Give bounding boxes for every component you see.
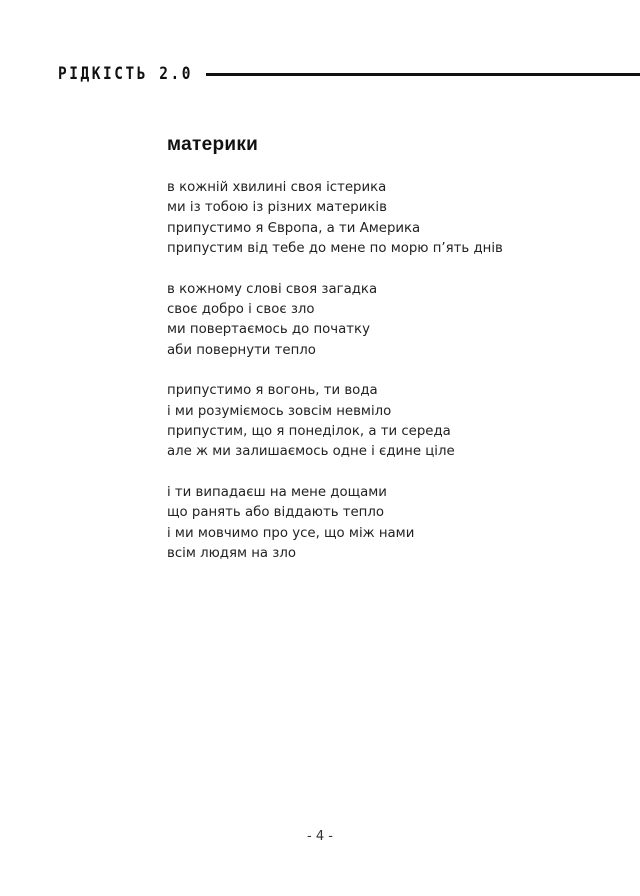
stanza-1 [167, 178, 607, 259]
poem-line: в кожній хвилині своя істерика [167, 180, 387, 195]
book-title: РІДКІСТЬ 2.0 [58, 64, 194, 84]
stanza-4 [167, 483, 607, 564]
poem-line: і ти випадаєш на мене дощами [167, 485, 387, 501]
stanza-2 [167, 280, 607, 361]
poem-line: всім людям на зло [167, 545, 297, 561]
poem-line: але ж ми залишаємось одне і єдине ціле [167, 444, 455, 460]
running-header [58, 62, 640, 86]
poem-line: ми повертаємось до початку [167, 322, 370, 338]
poem-line: і ми розуміємось зовсім невміло [167, 403, 392, 419]
page-number: - 4 - [307, 829, 333, 844]
poem-line: ми із тобою із різних материків [167, 200, 387, 216]
header-rule [206, 73, 640, 76]
poem-line: припустим, що я понеділок, а ти середа [167, 423, 451, 439]
poem [167, 134, 607, 585]
stanza-3 [167, 381, 607, 462]
poem-line: своє добро і своє зло [167, 301, 315, 317]
poem-line: аби повернути тепло [167, 342, 316, 358]
poem-line: припустимо я Європа, а ти Америка [167, 220, 421, 236]
poem-line: припустим від тебе до мене по морю п’ять днів [167, 240, 503, 256]
poem-line: припустимо я вогонь, ти вода [167, 383, 378, 399]
poem-line: і ми мовчимо про усе, що між нами [167, 525, 415, 541]
poem-line: в кожному слові своя загадка [167, 281, 378, 297]
poem-line: що ранять або віддають тепло [167, 505, 385, 521]
poem-title: материки [167, 134, 259, 155]
